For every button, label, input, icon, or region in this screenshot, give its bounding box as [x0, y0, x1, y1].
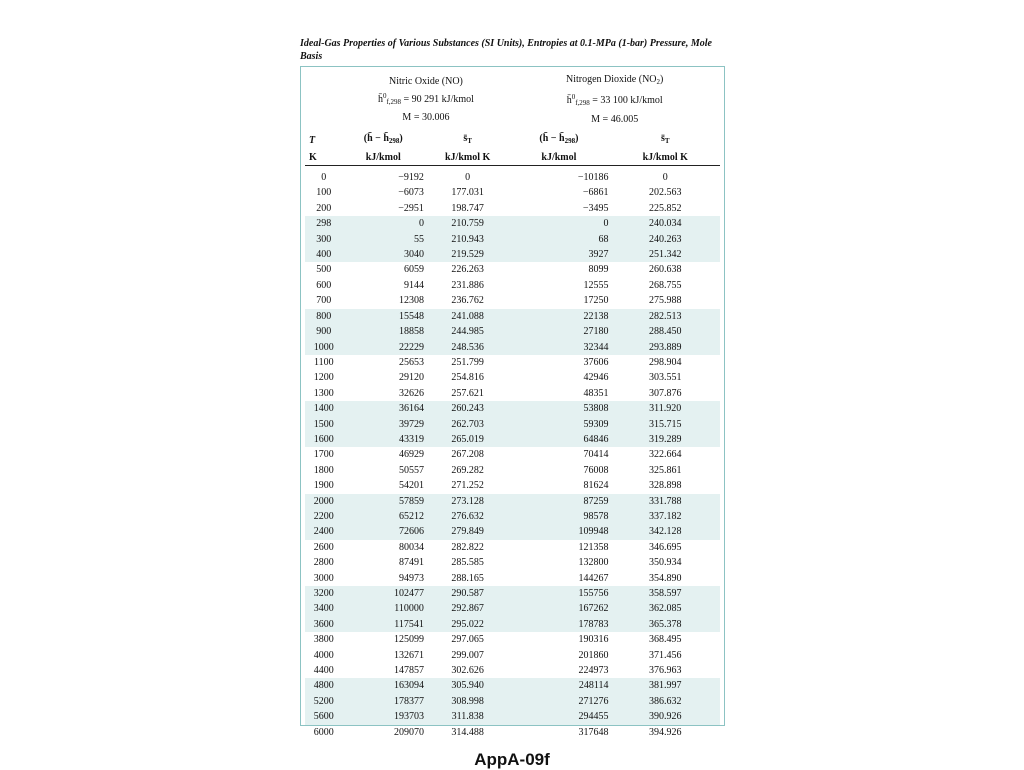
table-row [305, 216, 720, 231]
no-entropy-cell: 279.849 [426, 524, 509, 539]
no2-enthalpy-cell: 64846 [509, 432, 610, 447]
no2-entropy-cell: 260.638 [648, 264, 682, 276]
no2-enthalpy-cell: 201860 [578, 649, 609, 661]
no2-enthalpy-cell: 98578 [509, 509, 610, 524]
no2-enthalpy-cell: 27180 [509, 324, 610, 339]
table-row [305, 432, 720, 447]
col-h-top-2: (h̄ − $h̄_{298}$) [539, 133, 579, 146]
no-entropy-cell: 244.985 [426, 324, 509, 339]
no-enthalpy-cell: 50557 [398, 464, 424, 476]
no2-entropy-cell: 368.495 [648, 634, 682, 646]
no-enthalpy-cell: 132671 [393, 649, 424, 661]
no-entropy-cell: 262.703 [426, 417, 509, 432]
col-h-unit-1: kJ/kmol [343, 150, 426, 166]
no2-enthalpy-cell: 121358 [578, 541, 609, 553]
no-enthalpy-cell: 22229 [343, 340, 426, 355]
no2-enthalpy-cell: 81624 [583, 480, 609, 492]
temperature-cell: 2600 [313, 541, 334, 553]
no2-entropy-cell: 303.551 [648, 372, 682, 384]
no2-enthalpy-cell: 87259 [509, 494, 610, 509]
species-no2-enthalpy: h̄$^0_{f,298}$ = 33 100 kJ/kmol [566, 93, 663, 108]
no2-enthalpy-cell: 178783 [509, 617, 610, 632]
no2-enthalpy-cell: 59309 [509, 417, 610, 432]
temperature-cell: 500 [316, 264, 332, 276]
table-row [305, 340, 720, 355]
no-enthalpy-cell: 72606 [343, 524, 426, 539]
column-header-top [305, 131, 720, 149]
temperature-cell: 1800 [313, 464, 334, 476]
species-header-row [305, 68, 720, 131]
no-enthalpy-cell: 110000 [343, 601, 426, 616]
table-caption: Ideal-Gas Properties of Various Substances (SI Units), Entropies at 0.1-MPa (1-bar) Pressure, Mole Basis [300, 38, 712, 62]
no-enthalpy-cell: 87491 [398, 557, 424, 569]
no2-enthalpy-cell: 37606 [583, 356, 609, 368]
species-no2-header [509, 68, 720, 131]
no2-enthalpy-cell: 17250 [583, 295, 609, 307]
no-entropy-cell: 210.943 [426, 232, 509, 247]
temperature-cell: 1000 [305, 340, 343, 355]
no-enthalpy-cell: 15548 [343, 309, 426, 324]
species-no-header [343, 68, 510, 131]
no-enthalpy-cell: 65212 [343, 509, 426, 524]
no-entropy-cell: 285.585 [451, 557, 484, 569]
no-enthalpy-cell: 6059 [403, 264, 424, 276]
no2-enthalpy-cell: 248114 [509, 678, 610, 693]
temperature-cell: 6000 [313, 726, 334, 738]
table-row [305, 725, 720, 740]
no2-entropy-cell: 394.926 [648, 726, 682, 738]
temperature-cell: 200 [316, 202, 332, 214]
table-row [305, 324, 720, 339]
no2-enthalpy-cell: 48351 [583, 387, 609, 399]
no-enthalpy-cell: 18858 [343, 324, 426, 339]
temperature-cell: 2800 [313, 557, 334, 569]
no-entropy-cell: 231.886 [451, 279, 484, 291]
no-entropy-cell: 251.799 [451, 356, 484, 368]
no-enthalpy-cell: 57859 [343, 494, 426, 509]
no-entropy-cell: 297.065 [451, 634, 484, 646]
table-row [305, 663, 720, 678]
no-enthalpy-cell: 12308 [398, 295, 424, 307]
no-enthalpy-cell: 163094 [343, 678, 426, 693]
temperature-cell: 1900 [313, 480, 334, 492]
no2-entropy-cell: 288.450 [610, 324, 720, 339]
no2-enthalpy-cell: 53808 [509, 401, 610, 416]
table-row [305, 555, 720, 570]
no2-enthalpy-cell: 224973 [578, 665, 609, 677]
no-enthalpy-cell: 94973 [398, 572, 424, 584]
no-enthalpy-cell: 209070 [393, 726, 424, 738]
col-h-unit-2: kJ/kmol [509, 150, 610, 166]
no-enthalpy-cell: 125099 [393, 634, 424, 646]
no2-enthalpy-cell: 68 [509, 232, 610, 247]
table-row [305, 571, 720, 586]
no2-enthalpy-cell: 3927 [509, 247, 610, 262]
no-enthalpy-cell: 80034 [398, 541, 424, 553]
species-no-enthalpy: h̄$^0_{f,298}$ = 90 291 kJ/kmol [377, 91, 474, 106]
species-no2-name: Nitrogen Dioxide $(NO_2)$ [565, 74, 664, 86]
no2-enthalpy-cell: 294455 [509, 709, 610, 724]
no-entropy-cell: 295.022 [426, 617, 509, 632]
temperature-cell: 700 [316, 295, 332, 307]
no2-entropy-cell: 0 [662, 172, 668, 184]
temperature-cell: 100 [316, 187, 332, 199]
no-enthalpy-cell: −6073 [398, 187, 424, 199]
no-enthalpy-cell: 102477 [343, 586, 426, 601]
table-row [305, 540, 720, 555]
no2-entropy-cell: 381.997 [610, 678, 720, 693]
temperature-cell: 5600 [305, 709, 343, 724]
no-entropy-cell: 257.621 [451, 387, 484, 399]
no2-enthalpy-cell: 109948 [509, 524, 610, 539]
table-row [305, 293, 720, 308]
no2-entropy-cell: 328.898 [648, 480, 682, 492]
species-no2-molar-mass: M = 46.005 [591, 113, 639, 125]
no-entropy-cell: 219.529 [426, 247, 509, 262]
no2-enthalpy-cell: 76008 [583, 464, 609, 476]
no-entropy-cell: 226.263 [451, 264, 484, 276]
no2-enthalpy-cell: −10186 [577, 172, 609, 184]
species-no-molar-mass: M = 30.006 [402, 112, 450, 124]
no2-entropy-cell: 282.513 [610, 309, 720, 324]
temperature-cell: 900 [305, 324, 343, 339]
no-enthalpy-cell: 193703 [343, 709, 426, 724]
no2-enthalpy-cell: −6861 [582, 187, 609, 199]
no2-entropy-cell: 202.563 [648, 187, 682, 199]
no-entropy-cell: 292.867 [426, 601, 509, 616]
table-row [305, 648, 720, 663]
no2-entropy-cell: 358.597 [610, 586, 720, 601]
no2-enthalpy-cell: 167262 [509, 601, 610, 616]
no-enthalpy-cell: 117541 [343, 617, 426, 632]
no2-entropy-cell: 225.852 [648, 202, 682, 214]
no-enthalpy-cell: 25653 [398, 356, 424, 368]
no2-enthalpy-cell: 70414 [583, 449, 609, 461]
no-entropy-cell: 260.243 [426, 401, 509, 416]
temperature-cell: 3400 [305, 601, 343, 616]
no2-entropy-cell: 350.934 [648, 557, 682, 569]
no2-enthalpy-cell: 32344 [509, 340, 610, 355]
table-row [305, 401, 720, 416]
no-entropy-cell: 302.626 [451, 665, 484, 677]
temperature-cell: 2200 [305, 509, 343, 524]
table-row [305, 601, 720, 616]
temperature-cell: 1100 [313, 356, 334, 368]
col-s-unit-1: kJ/kmol K [426, 150, 509, 166]
no-enthalpy-cell: −2951 [398, 202, 424, 214]
no2-entropy-cell: 325.861 [648, 464, 682, 476]
temperature-cell: 4000 [313, 649, 334, 661]
no2-entropy-cell: 322.664 [648, 449, 682, 461]
table-row [305, 586, 720, 601]
no2-entropy-cell: 307.876 [648, 387, 682, 399]
no-entropy-cell: 305.940 [426, 678, 509, 693]
temperature-cell: 1400 [305, 401, 343, 416]
no2-entropy-cell: 275.988 [648, 295, 682, 307]
no2-enthalpy-cell: 317648 [578, 726, 609, 738]
table-row [305, 262, 720, 277]
no2-enthalpy-cell: 0 [509, 216, 610, 231]
temperature-cell: 4400 [313, 665, 334, 677]
no2-entropy-cell: 331.788 [610, 494, 720, 509]
no-enthalpy-cell: 29120 [398, 372, 424, 384]
no-enthalpy-cell: 54201 [398, 480, 424, 492]
figure-footer: AppA-09f [474, 750, 550, 769]
no2-entropy-cell: 342.128 [610, 524, 720, 539]
table-row [305, 694, 720, 709]
temperature-cell: 1200 [313, 372, 334, 384]
temperature-cell: 4800 [305, 678, 343, 693]
no-entropy-cell: 308.998 [426, 694, 509, 709]
column-header-bottom [305, 150, 720, 166]
temperature-cell: 2000 [305, 494, 343, 509]
no2-entropy-cell: 319.289 [610, 432, 720, 447]
no2-entropy-cell: 337.182 [610, 509, 720, 524]
no-entropy-cell: 276.632 [426, 509, 509, 524]
no2-enthalpy-cell: −3495 [582, 202, 609, 214]
temperature-cell: 2400 [305, 524, 343, 539]
col-s-unit-2: kJ/kmol K [610, 150, 720, 166]
temperature-cell: 3200 [305, 586, 343, 601]
no-entropy-cell: 311.838 [426, 709, 509, 724]
table-row [305, 494, 720, 509]
table-row [305, 201, 720, 216]
table-row [305, 463, 720, 478]
no-entropy-cell: 299.007 [451, 649, 484, 661]
table-row [305, 447, 720, 462]
no2-entropy-cell: 365.378 [610, 617, 720, 632]
no2-entropy-cell: 386.632 [610, 694, 720, 709]
table-row [305, 309, 720, 324]
no2-entropy-cell: 311.920 [610, 401, 720, 416]
no-entropy-cell: 254.816 [451, 372, 484, 384]
table-row [305, 509, 720, 524]
no2-entropy-cell: 315.715 [610, 417, 720, 432]
no2-enthalpy-cell: 190316 [578, 634, 609, 646]
temperature-cell: 3000 [313, 572, 334, 584]
temperature-cell: 400 [305, 247, 343, 262]
no2-entropy-cell: 376.963 [648, 665, 682, 677]
no-entropy-cell: 177.031 [451, 187, 484, 199]
temperature-cell: 600 [316, 279, 332, 291]
temperature-cell: 298 [305, 216, 343, 231]
temperature-cell: 3600 [305, 617, 343, 632]
temperature-cell: 3800 [313, 634, 334, 646]
table-row [305, 247, 720, 262]
no2-enthalpy-cell: 12555 [583, 279, 609, 291]
temperature-cell: 1500 [305, 417, 343, 432]
no-entropy-cell: 271.252 [451, 480, 484, 492]
temperature-cell: 300 [305, 232, 343, 247]
no2-entropy-cell: 371.456 [648, 649, 682, 661]
table-row [305, 709, 720, 724]
table-row [305, 355, 720, 370]
no2-entropy-cell: 354.890 [648, 572, 682, 584]
no-enthalpy-cell: 43319 [343, 432, 426, 447]
no2-entropy-cell: 240.263 [610, 232, 720, 247]
table-row [305, 632, 720, 647]
no2-entropy-cell: 251.342 [610, 247, 720, 262]
no-enthalpy-cell: 55 [343, 232, 426, 247]
no-enthalpy-cell: 0 [343, 216, 426, 231]
no-entropy-cell: 210.759 [426, 216, 509, 231]
no-enthalpy-cell: −9192 [398, 172, 424, 184]
no-enthalpy-cell: 39729 [343, 417, 426, 432]
temperature-cell: 800 [305, 309, 343, 324]
no2-enthalpy-cell: 42946 [583, 372, 609, 384]
no2-enthalpy-cell: 144267 [578, 572, 609, 584]
table-row [305, 278, 720, 293]
table-row [305, 478, 720, 493]
no2-enthalpy-cell: 132800 [578, 557, 609, 569]
no2-enthalpy-cell: 22138 [509, 309, 610, 324]
table-row [305, 524, 720, 539]
no-entropy-cell: 290.587 [426, 586, 509, 601]
no-enthalpy-cell: 9144 [403, 279, 424, 291]
no2-enthalpy-cell: 155756 [509, 586, 610, 601]
no2-entropy-cell: 240.034 [610, 216, 720, 231]
temperature-cell: 5200 [305, 694, 343, 709]
species-no-name: Nitric Oxide (NO) [389, 75, 463, 87]
no-entropy-cell: 314.488 [451, 726, 484, 738]
table-row [305, 170, 720, 185]
no-enthalpy-cell: 3040 [343, 247, 426, 262]
table-row [305, 678, 720, 693]
col-s-top-1: $s̄_T$ [463, 133, 472, 146]
table-row [305, 617, 720, 632]
temperature-cell: 1700 [313, 449, 334, 461]
no-entropy-cell: 282.822 [451, 541, 484, 553]
table-row [305, 370, 720, 385]
no-entropy-cell: 267.208 [451, 449, 484, 461]
col-h-top-1: (h̄ − $h̄_{298}$) [363, 133, 403, 146]
col-s-top-2: $s̄_T$ [660, 133, 670, 146]
no-entropy-cell: 288.165 [451, 572, 484, 584]
no2-entropy-cell: 268.755 [648, 279, 682, 291]
col-t-unit: K [305, 150, 343, 166]
no-enthalpy-cell: 46929 [398, 449, 424, 461]
no-enthalpy-cell: 147857 [393, 665, 424, 677]
table-row [305, 185, 720, 200]
temperature-cell: 1600 [305, 432, 343, 447]
no-entropy-cell: 273.128 [426, 494, 509, 509]
no-entropy-cell: 248.536 [426, 340, 509, 355]
table-row [305, 417, 720, 432]
no2-entropy-cell: 346.695 [648, 541, 682, 553]
no2-entropy-cell: 362.085 [610, 601, 720, 616]
no-entropy-cell: 265.019 [426, 432, 509, 447]
no2-entropy-cell: 390.926 [610, 709, 720, 724]
no2-entropy-cell: 298.904 [648, 356, 682, 368]
no-entropy-cell: 0 [465, 172, 471, 184]
no-entropy-cell: 236.762 [451, 295, 484, 307]
property-table [305, 68, 720, 740]
no-enthalpy-cell: 32626 [398, 387, 424, 399]
no2-enthalpy-cell: 271276 [509, 694, 610, 709]
no-entropy-cell: 241.088 [426, 309, 509, 324]
no-enthalpy-cell: 178377 [343, 694, 426, 709]
temperature-cell: 1300 [313, 387, 334, 399]
no2-enthalpy-cell: 8099 [588, 264, 609, 276]
no-entropy-cell: 269.282 [451, 464, 484, 476]
col-t-top: T [309, 134, 316, 146]
no-enthalpy-cell: 36164 [343, 401, 426, 416]
no-entropy-cell: 198.747 [451, 202, 484, 214]
no2-entropy-cell: 293.889 [610, 340, 720, 355]
temperature-cell: 0 [321, 172, 327, 184]
table-row [305, 386, 720, 401]
table-row [305, 232, 720, 247]
